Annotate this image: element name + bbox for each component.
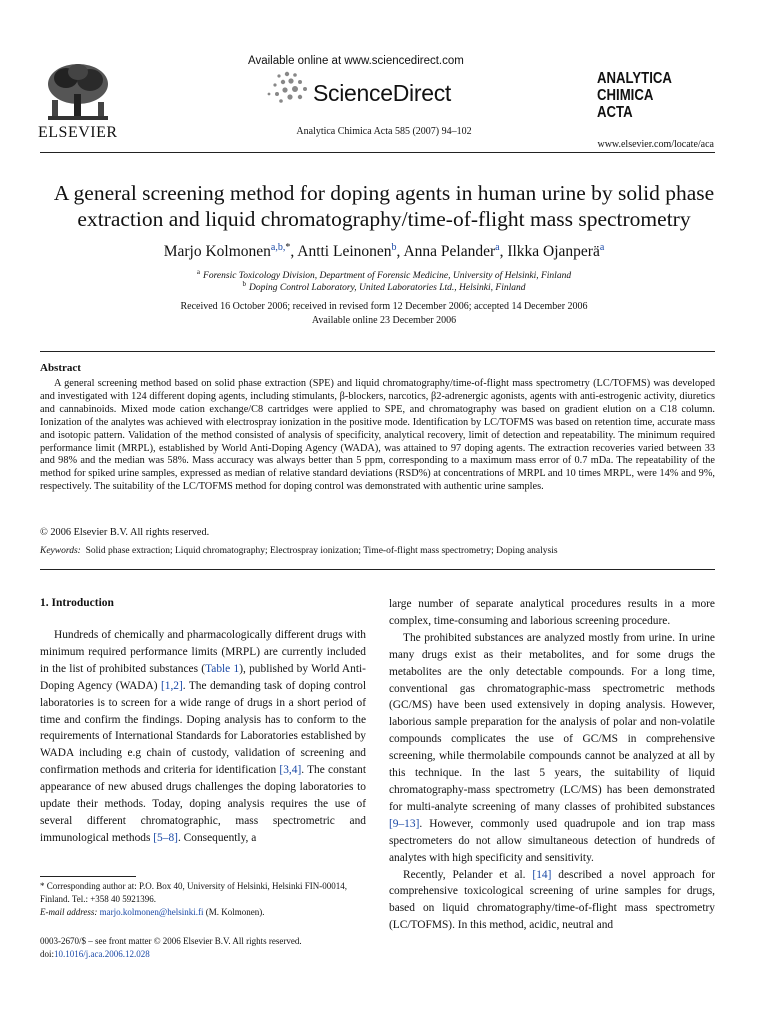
publication-dates [0, 300, 768, 328]
doi-label: doi: [40, 949, 55, 959]
available-online-banner[interactable]: Available online at www.sciencedirect.com [248, 55, 464, 67]
section-heading-introduction: 1. Introduction [40, 597, 114, 609]
author-affiliation-mark[interactable]: a [599, 242, 605, 253]
front-matter [40, 935, 302, 961]
publisher-name: ELSEVIER [38, 124, 118, 141]
available-date: Available online 23 December 2006 [311, 315, 457, 326]
author-list [0, 242, 768, 261]
affiliation [0, 280, 768, 293]
author-separator: , [290, 243, 298, 260]
journal-title-logo [597, 70, 672, 121]
affiliation-mark: b [242, 280, 246, 288]
author-affiliation-mark[interactable]: a,b, [270, 242, 286, 253]
author-affiliation-mark[interactable]: b [391, 242, 397, 253]
footnote-divider [40, 876, 136, 877]
author-name: Anna Pelander [403, 243, 496, 260]
email-suffix: (M. Kolmonen). [203, 907, 265, 917]
body-column-right: large number of separate analytical procedures results in a more complex, time-consuming and laborious screening procedure. The prohibited substances are analyzed mostly from urine. In urine many drugs exist as their metabolites, and for some drugs the metabolites are the only detectable compounds. For a long time, conventional gas chromatographic-mass spectrometric methods (GC/MS) have been used extensively in doping analysis. However, laborious sample preparation for the analysis of polar and non-volatile compounds complicates the use of GC/MS in comprehensive screening, while thermolabile compounds cannot be analyzed at all by this technique. In the last 5 years, the suitability of liquid chromatography-mass spectrometry (LC/MS) has been demonstrated for multi-analyte screening of many classes of prohibited substances [9–13]. However, commonly used quadrupole and ion trap mass spectrometers do not allow simultaneous detection of hundreds of analytes with high specificity and sensitivity. Recently, Pelander et al. [14] described a novel approach for comprehensive toxicological screening of urine samples for drugs, based on liquid chromatography/time-of-flight mass spectrometry (LC/TOFMS). In this method, acidic, neutral and [389, 598, 715, 932]
abstract-heading: Abstract [40, 362, 81, 374]
received-dates: Received 16 October 2006; received in revised form 12 December 2006; accepted 14 December 2006 [180, 301, 588, 312]
issn-line: 0003-2670/$ – see front matter © 2006 Elsevier B.V. All rights reserved. [40, 936, 302, 946]
keywords-divider [40, 569, 715, 570]
author-name: Marjo Kolmonen [163, 243, 271, 260]
paper-title-line: A general screening method for doping agents in human urine by solid phase [53, 181, 715, 205]
body-column-left: Hundreds of chemically and pharmacologically different drugs with minimum required performance limits (MRPL) are currently included in the list of prohibited substances (Table 1), published by World Anti-Doping Agency (WADA) [1,2]. The demanding task of doping control laboratories is to screen for a wide range of drugs in a short period of time and confirm the findings. Doping analysis has to conform to the requirements of International Standards for Laboratories established by WADA including e.g chain of custody, validation of screening and confirmation methods and criteria for identification [3,4]. The constant appearance of new abused drugs challenges the doping laboratories to update their methods. Today, doping analysis requires the use of several different chromatographic, mass spectrometric and immunological methods [5–8]. Consequently, a [40, 629, 366, 844]
corresponding-author-mark[interactable]: * [285, 242, 291, 253]
abstract-copyright: © 2006 Elsevier B.V. All rights reserved. [40, 527, 210, 538]
sciencedirect-dots-icon [265, 70, 311, 106]
author-affiliation-mark[interactable]: a [495, 242, 500, 253]
paper-title-line: extraction and liquid chromatography/time-of-flight mass spectrometry [77, 207, 691, 231]
journal-title-line: CHIMICA [597, 87, 654, 104]
keywords [40, 546, 558, 556]
footnote-address: * Corresponding author at: P.O. Box 40, University of Helsinki, Helsinki FIN-00014, Finland. Tel.: +358 40 5921396. [40, 881, 347, 904]
sciencedirect-logo-text: ScienceDirect [313, 80, 451, 106]
abstract-divider [40, 351, 715, 352]
email-label: E-mail address: [40, 907, 98, 917]
journal-url-link[interactable]: www.elsevier.com/locate/aca [597, 139, 714, 150]
elsevier-tree-logo [40, 60, 116, 124]
affiliation-mark: a [196, 268, 201, 276]
abstract-body: A general screening method based on solid phase extraction (SPE) and liquid chromatography/time-of-flight mass spectrometry (LC/TOFMS) was developed and investigated with 124 different doping agents, including stimulants, β-blockers, narcotics, β2-adrenergic agonists, agents with anti-estrogenic activity, diuretics and cannabinoids. Mixed mode cation exchange/C8 cartridges were applied to SPE, and chromatography was based on gradient elution on a C18 column. Ionization of the analytes was achieved with electrospray ionization in the positive mode. Identification by LC/TOFMS was based on retention time, accurate mass and isotopic pattern. Validation of the method consisted of analysis of specificity, analytical recovery, limit of detection and repeatability. The minimum required performance limit (MRPL), established by World Anti-Doping Agency (WADA), was attained to 97 doping agents. The extraction recoveries varied between 33 and 98% and the median was 58%. Mass accuracy was always better than 5 ppm, corresponding to a maximum mass error of 0.7 mDa. The repeatability of the method for spiked urine samples, expressed as median of relative standard deviations (RSD%) at concentrations of MRPL and 10 times MRPL, were 14% and 9%, respectively. The suitability of the LC/TOFMS method for doping control was demonstrated with authentic urine samples. [40, 378, 715, 493]
journal-citation: Analytica Chimica Acta 585 (2007) 94–102 [296, 126, 472, 137]
author-separator: , [499, 243, 508, 260]
doi-link[interactable]: 10.1016/j.aca.2006.12.028 [54, 949, 150, 959]
keywords-text: Solid phase extraction; Liquid chromatography; Electrospray ionization; Time-of-flight mass spectrometry; Doping analysis [85, 546, 558, 556]
affiliation-text: Doping Control Laboratory, United Laboratories Ltd., Helsinki, Finland [249, 283, 526, 293]
author-separator: , [396, 243, 404, 260]
header-divider [40, 152, 715, 153]
journal-title-line: ACTA [597, 104, 633, 121]
paper-title [30, 180, 738, 232]
journal-title-line: ANALYTICA [597, 70, 672, 87]
corresponding-author-footnote [40, 880, 370, 919]
author-name: Ilkka Ojanperä [507, 243, 600, 260]
email-link[interactable]: marjo.kolmonen@helsinki.fi [99, 907, 204, 917]
affiliation-text: Forensic Toxicology Division, Department of Forensic Medicine, University of Helsinki, Finland [203, 271, 572, 281]
keywords-label: Keywords: [40, 546, 81, 556]
doi-line [40, 948, 302, 961]
footnote-email-line [40, 906, 370, 919]
author-name: Antti Leinonen [297, 243, 392, 260]
